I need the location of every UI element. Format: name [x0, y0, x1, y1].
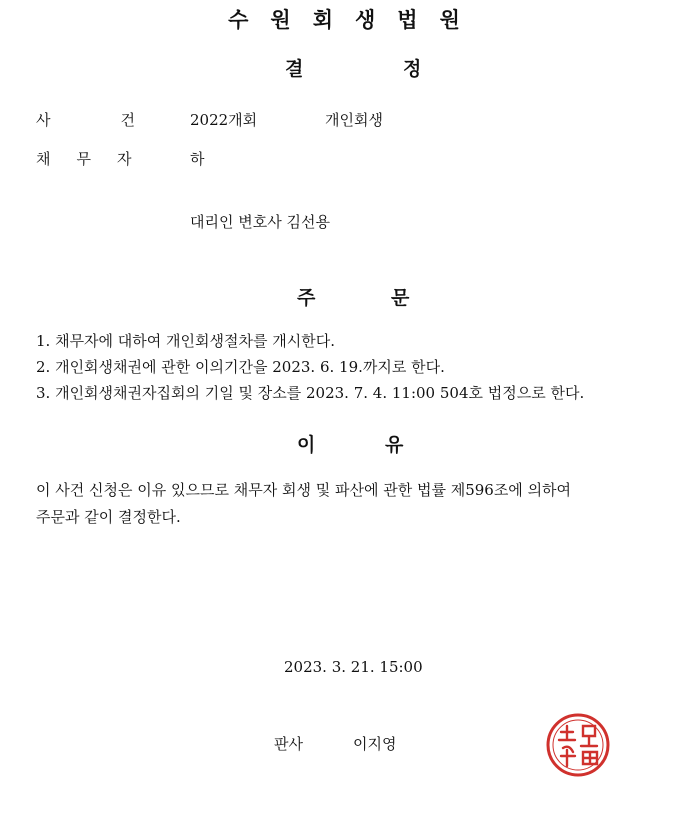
- reason-line-2: 주문과 같이 결정한다.: [36, 508, 181, 526]
- reason-heading-left: 이: [297, 434, 316, 456]
- decision-date: 2023. 3. 21. 15:00: [284, 658, 423, 676]
- reason-heading-right: 유: [385, 434, 404, 456]
- case-label: [36, 109, 135, 130]
- reason-line-1: 이 사건 신청은 이유 있으므로 채무자 회생 및 파산에 관한 법률 제596조에 의하여: [36, 481, 572, 499]
- order-item-1: 1. 채무자에 대하여 개인회생절차를 개시한다.: [36, 332, 335, 350]
- case-number: 2022개회: [190, 111, 258, 129]
- court-name-title: 수원회생법원: [228, 8, 482, 32]
- debtor-agent: 대리인 변호사 김선용: [190, 213, 330, 231]
- order-item-3: 3. 개인회생채권자집회의 기일 및 장소를 2023. 7. 4. 11:00 504호 법정으로 한다.: [36, 384, 585, 402]
- judge-title: 판사: [274, 735, 303, 753]
- order-heading-right: 문: [391, 287, 410, 309]
- debtor-name: 하: [190, 150, 205, 168]
- decision-heading-right: 정: [403, 58, 422, 80]
- judge-name: 이지영: [353, 735, 397, 753]
- case-label-char-2: 건: [120, 111, 135, 129]
- case-type: 개인회생: [325, 111, 383, 129]
- judge-seal-icon: [545, 712, 611, 778]
- decision-heading-left: 결: [285, 58, 304, 80]
- case-label-char-1: 사: [36, 111, 51, 129]
- debtor-label: 채무자: [36, 150, 158, 168]
- order-heading-left: 주: [297, 287, 316, 309]
- order-item-2: 2. 개인회생채권에 관한 이의기간을 2023. 6. 19.까지로 한다.: [36, 358, 445, 376]
